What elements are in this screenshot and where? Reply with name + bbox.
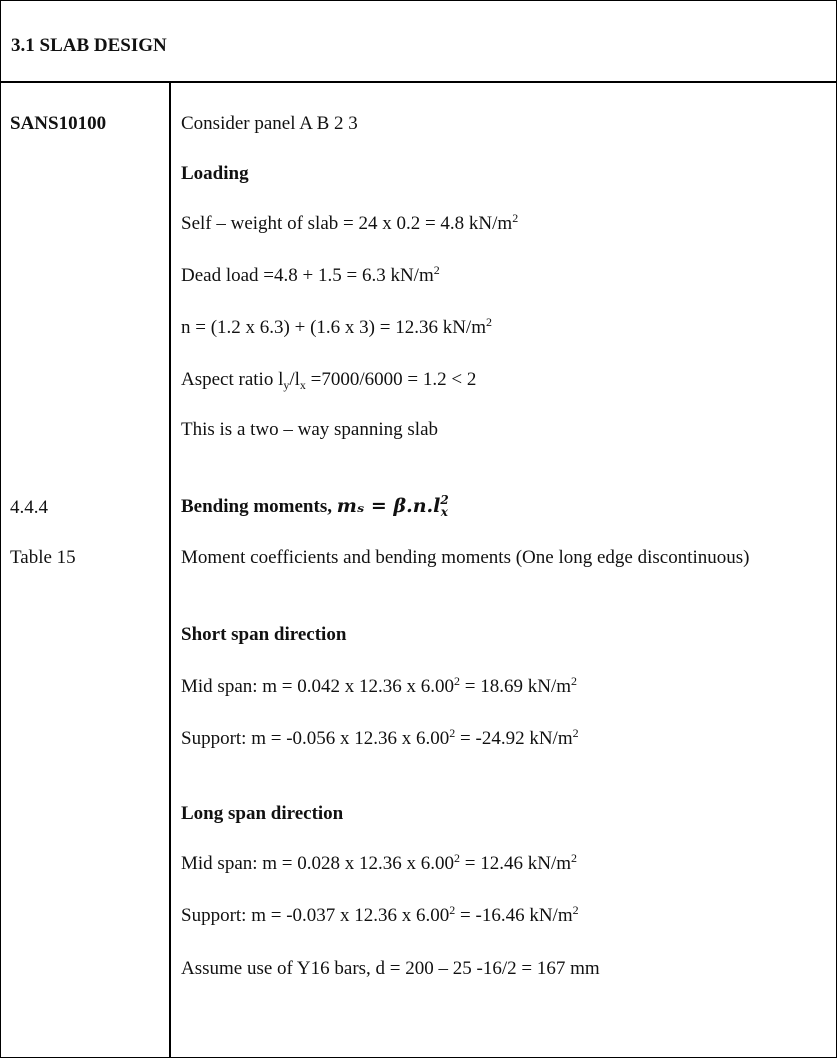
moment-coefficients-text: Moment coefficients and bending moments (One long edge discontinuous) [181,547,750,568]
short-support-line: Support: m = -0.056 x 12.36 x $6.00^2 = -24.92$ $kN/m^2$ [181,726,579,749]
consider-panel-text: Consider panel A B 2 3 [181,113,358,134]
section-title: 3.1 SLAB DESIGN [11,35,167,56]
long-mid-span-line: Mid span: m = 0.028 x 12.36 x $6.00^2 = 12.46$ $kN/m^2$ [181,851,578,874]
loading-heading: Loading [181,163,249,184]
effective-depth-line: Assume use of Y16 bars, d = 200 – 25 -16/2 = 167 mm [181,958,600,979]
long-span-heading: Long span direction [181,803,344,824]
two-way-slab-text: This is a two – way spanning slab [181,419,439,440]
aspect-ratio-line: Aspect ratio $l_y/l_x =7000/6000 = 1.2 < 2$ [181,369,477,392]
dead-load-line: Dead load =4.8 + 1.5 = 6.3 $kN/m^2$ [181,263,440,286]
ultimate-load-line: n = (1.2 x 6.3) + (1.6 x 3) = 12.36 $kN/m^2$ [181,315,492,338]
long-support-line: Support: m = -0.037 x 12.36 x $6.00^2 = -16.46$ $kN/m^2$ [181,903,579,926]
clause-reference: 4.4.4 [10,497,48,518]
bending-formula: $m_s = \beta.n.l^2_x$ [336,493,449,519]
bending-moments-heading: Bending moments, $m_s = \beta.n.l^2_x$ [181,493,449,519]
code-reference: SANS10100 [10,113,107,134]
column-divider [169,82,171,1058]
self-weight-line: Self – weight of slab = 24 x 0.2 = 4.8 $kN/m^2$ [181,211,519,234]
table-reference: Table 15 [10,547,76,568]
short-span-heading: Short span direction [181,624,347,645]
short-mid-span-line: Mid span: m = 0.042 x 12.36 x $6.00^2 = 18.69$ $kN/m^2$ [181,674,578,697]
section-header [0,0,837,83]
